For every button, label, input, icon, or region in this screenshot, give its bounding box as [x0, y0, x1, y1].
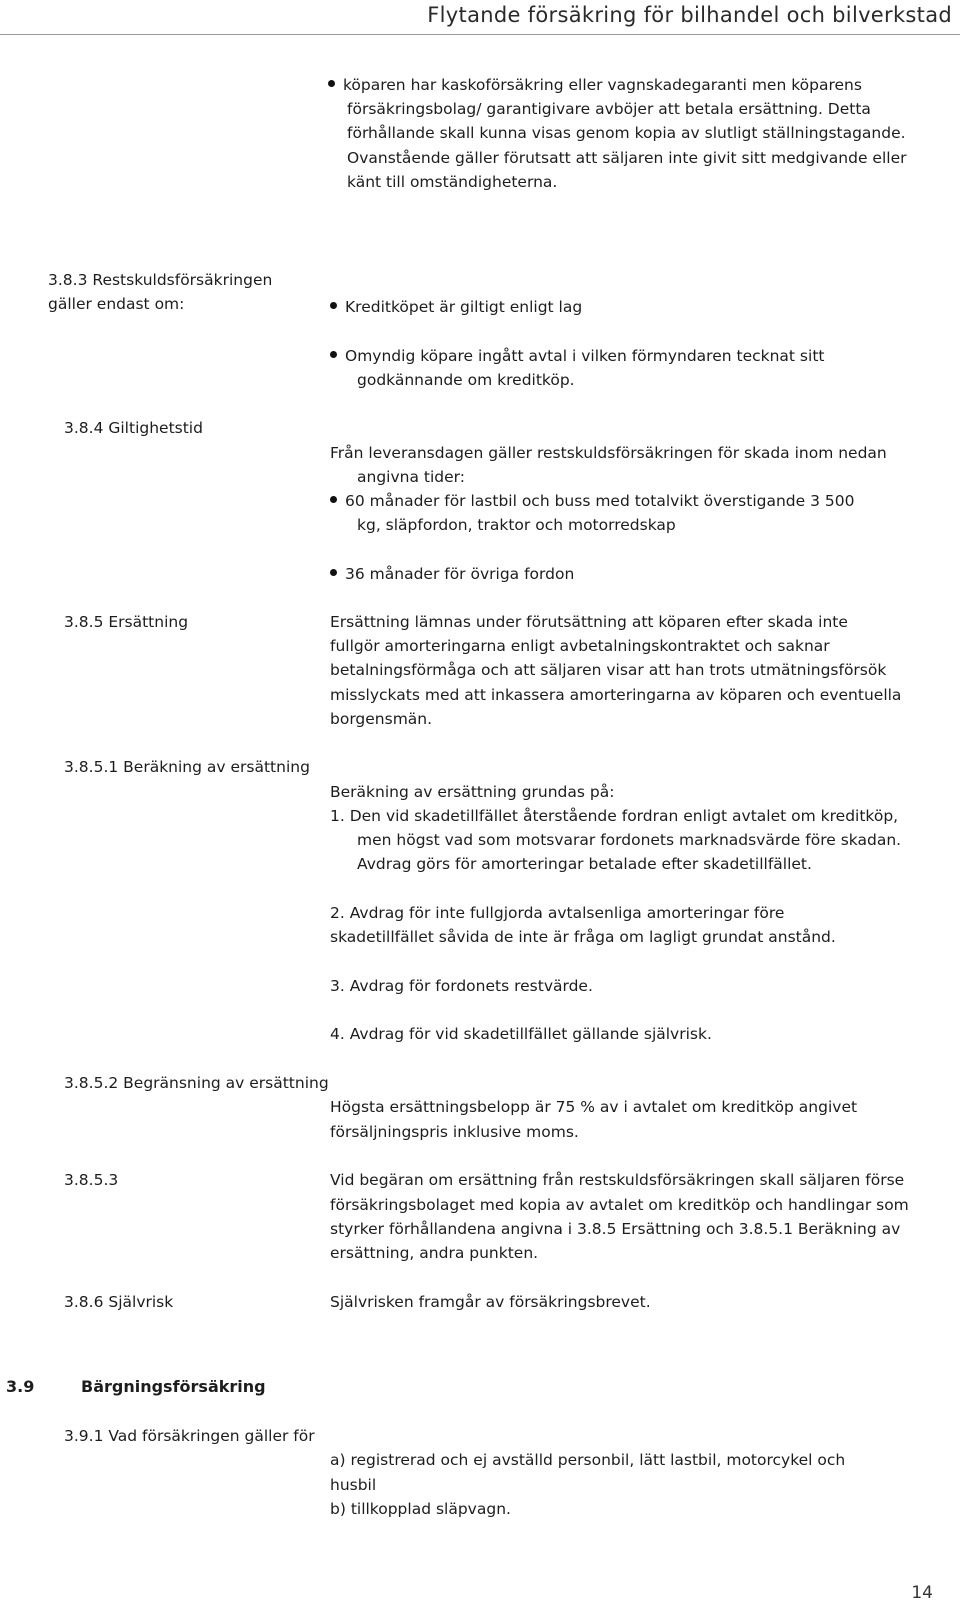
section-3-8-5-1-item-1-line-2: men högst vad som motsvarar fordonets marknadsvärde före skadan.	[357, 831, 902, 849]
section-3-8-5-3-line-1: Vid begäran om ersättning från restskuldsförsäkringen skall säljaren förse	[330, 1171, 905, 1189]
section-3-8-5-line-4: misslyckats med att inkassera amorteringarna av köparen och eventuella	[330, 686, 902, 704]
section-3-8-6-heading: 3.8.6 Självrisk	[64, 1293, 174, 1311]
section-3-8-4-bullet-1: 60 månader för lastbil och buss med totalvikt överstigande 3 500	[330, 489, 854, 514]
section-3-8-6-text: Självrisken framgår av försäkringsbrevet.	[330, 1293, 651, 1311]
intro-line-4: Ovanstående gäller förutsatt att säljaren inte givit sitt medgivande eller	[347, 149, 907, 167]
intro-bullet-line-1: köparen har kaskoförsäkring eller vagnskadegaranti men köparens	[328, 73, 862, 98]
section-3-8-5-2-line-1: Högsta ersättningsbelopp är 75 % av i avtalet om kreditköp angivet	[330, 1098, 858, 1116]
section-3-8-5-1-item-1-line-3: Avdrag görs för amorteringar betalade efter skadetillfället.	[357, 855, 812, 873]
section-3-8-5-2-heading: 3.8.5.2 Begränsning av ersättning	[64, 1074, 329, 1092]
section-3-8-5-1-item-2-line-1: 2. Avdrag för inte fullgjorda avtalsenliga amorteringar före	[330, 904, 785, 922]
section-3-8-5-1-item-3: 3. Avdrag för fordonets restvärde.	[330, 977, 593, 995]
intro-line-2: försäkringsbolag/ garantigivare avböjer att betala ersättning. Detta	[347, 100, 871, 118]
section-3-8-5-line-2: fullgör amorteringarna enligt avbetalningskontraktet och saknar	[330, 637, 830, 655]
section-3-8-5-3-line-2: försäkringsbolaget med kopia av avtalet om kreditköp och handlingar som	[330, 1196, 909, 1214]
page-number: 14	[911, 1583, 933, 1603]
section-3-9-1-item-a-line-1: a) registrerad och ej avställd personbil, lätt lastbil, motorcykel och	[330, 1451, 846, 1469]
section-3-8-5-1-item-4: 4. Avdrag för vid skadetillfället gällande självrisk.	[330, 1025, 712, 1043]
intro-line-3: förhållande skall kunna visas genom kopia av slutligt ställningstagande.	[347, 124, 906, 142]
section-3-9-title: Bärgningsförsäkring	[81, 1377, 266, 1396]
section-3-8-4-heading: 3.8.4 Giltighetstid	[64, 419, 203, 437]
section-3-8-5-1-intro: Beräkning av ersättning grundas på:	[330, 783, 615, 801]
section-3-8-3-bullet-2: Omyndig köpare ingått avtal i vilken förmyndaren tecknat sitt	[330, 344, 824, 369]
section-3-8-5-1-item-1-line-1: 1. Den vid skadetillfället återstående fordran enligt avtalet om kreditköp,	[330, 807, 899, 825]
section-3-9-number: 3.9	[6, 1377, 35, 1396]
section-3-8-3-heading: 3.8.3 Restskuldsförsäkringen	[48, 271, 273, 289]
section-3-8-4-bullet-1-cont: kg, släpfordon, traktor och motorredskap	[357, 516, 676, 534]
section-3-8-5-1-item-2-line-2: skadetillfället såvida de inte är fråga om lagligt grundat anstånd.	[330, 928, 836, 946]
section-3-8-5-3-line-3: styrker förhållandena angivna i 3.8.5 Ersättning och 3.8.5.1 Beräkning av	[330, 1220, 901, 1238]
section-3-8-5-2-line-2: försäljningspris inklusive moms.	[330, 1123, 579, 1141]
section-3-8-3-bullet-1: Kreditköpet är giltigt enligt lag	[330, 295, 582, 320]
section-3-8-5-line-1: Ersättning lämnas under förutsättning att köparen efter skada inte	[330, 613, 848, 631]
section-3-8-5-heading: 3.8.5 Ersättning	[64, 613, 189, 631]
section-3-8-5-3-heading: 3.8.5.3	[64, 1171, 119, 1189]
section-3-9-1-item-a-line-2: husbil	[330, 1476, 377, 1494]
section-3-8-4-para-line-1: Från leveransdagen gäller restskuldsförsäkringen för skada inom nedan	[330, 444, 887, 462]
document-header-title: Flytande försäkring för bilhandel och bilverkstad	[427, 3, 952, 27]
section-3-8-5-line-5: borgensmän.	[330, 710, 433, 728]
section-3-8-5-line-3: betalningsförmåga och att säljaren visar att han trots utmätningsförsök	[330, 661, 887, 679]
section-3-9-1-item-b: b) tillkopplad släpvagn.	[330, 1500, 511, 1518]
section-3-8-3-bullet-2-cont: godkännande om kreditköp.	[357, 371, 575, 389]
section-3-8-4-para-line-2: angivna tider:	[357, 468, 465, 486]
section-3-8-3-subheading: gäller endast om:	[48, 295, 185, 313]
header-divider	[0, 34, 960, 35]
section-3-9-1-heading: 3.9.1 Vad försäkringen gäller för	[64, 1427, 315, 1445]
intro-line-5: känt till omständigheterna.	[347, 173, 558, 191]
section-3-8-5-1-heading: 3.8.5.1 Beräkning av ersättning	[64, 758, 310, 776]
section-3-8-4-bullet-2: 36 månader för övriga fordon	[330, 562, 574, 587]
section-3-8-5-3-line-4: ersättning, andra punkten.	[330, 1244, 539, 1262]
